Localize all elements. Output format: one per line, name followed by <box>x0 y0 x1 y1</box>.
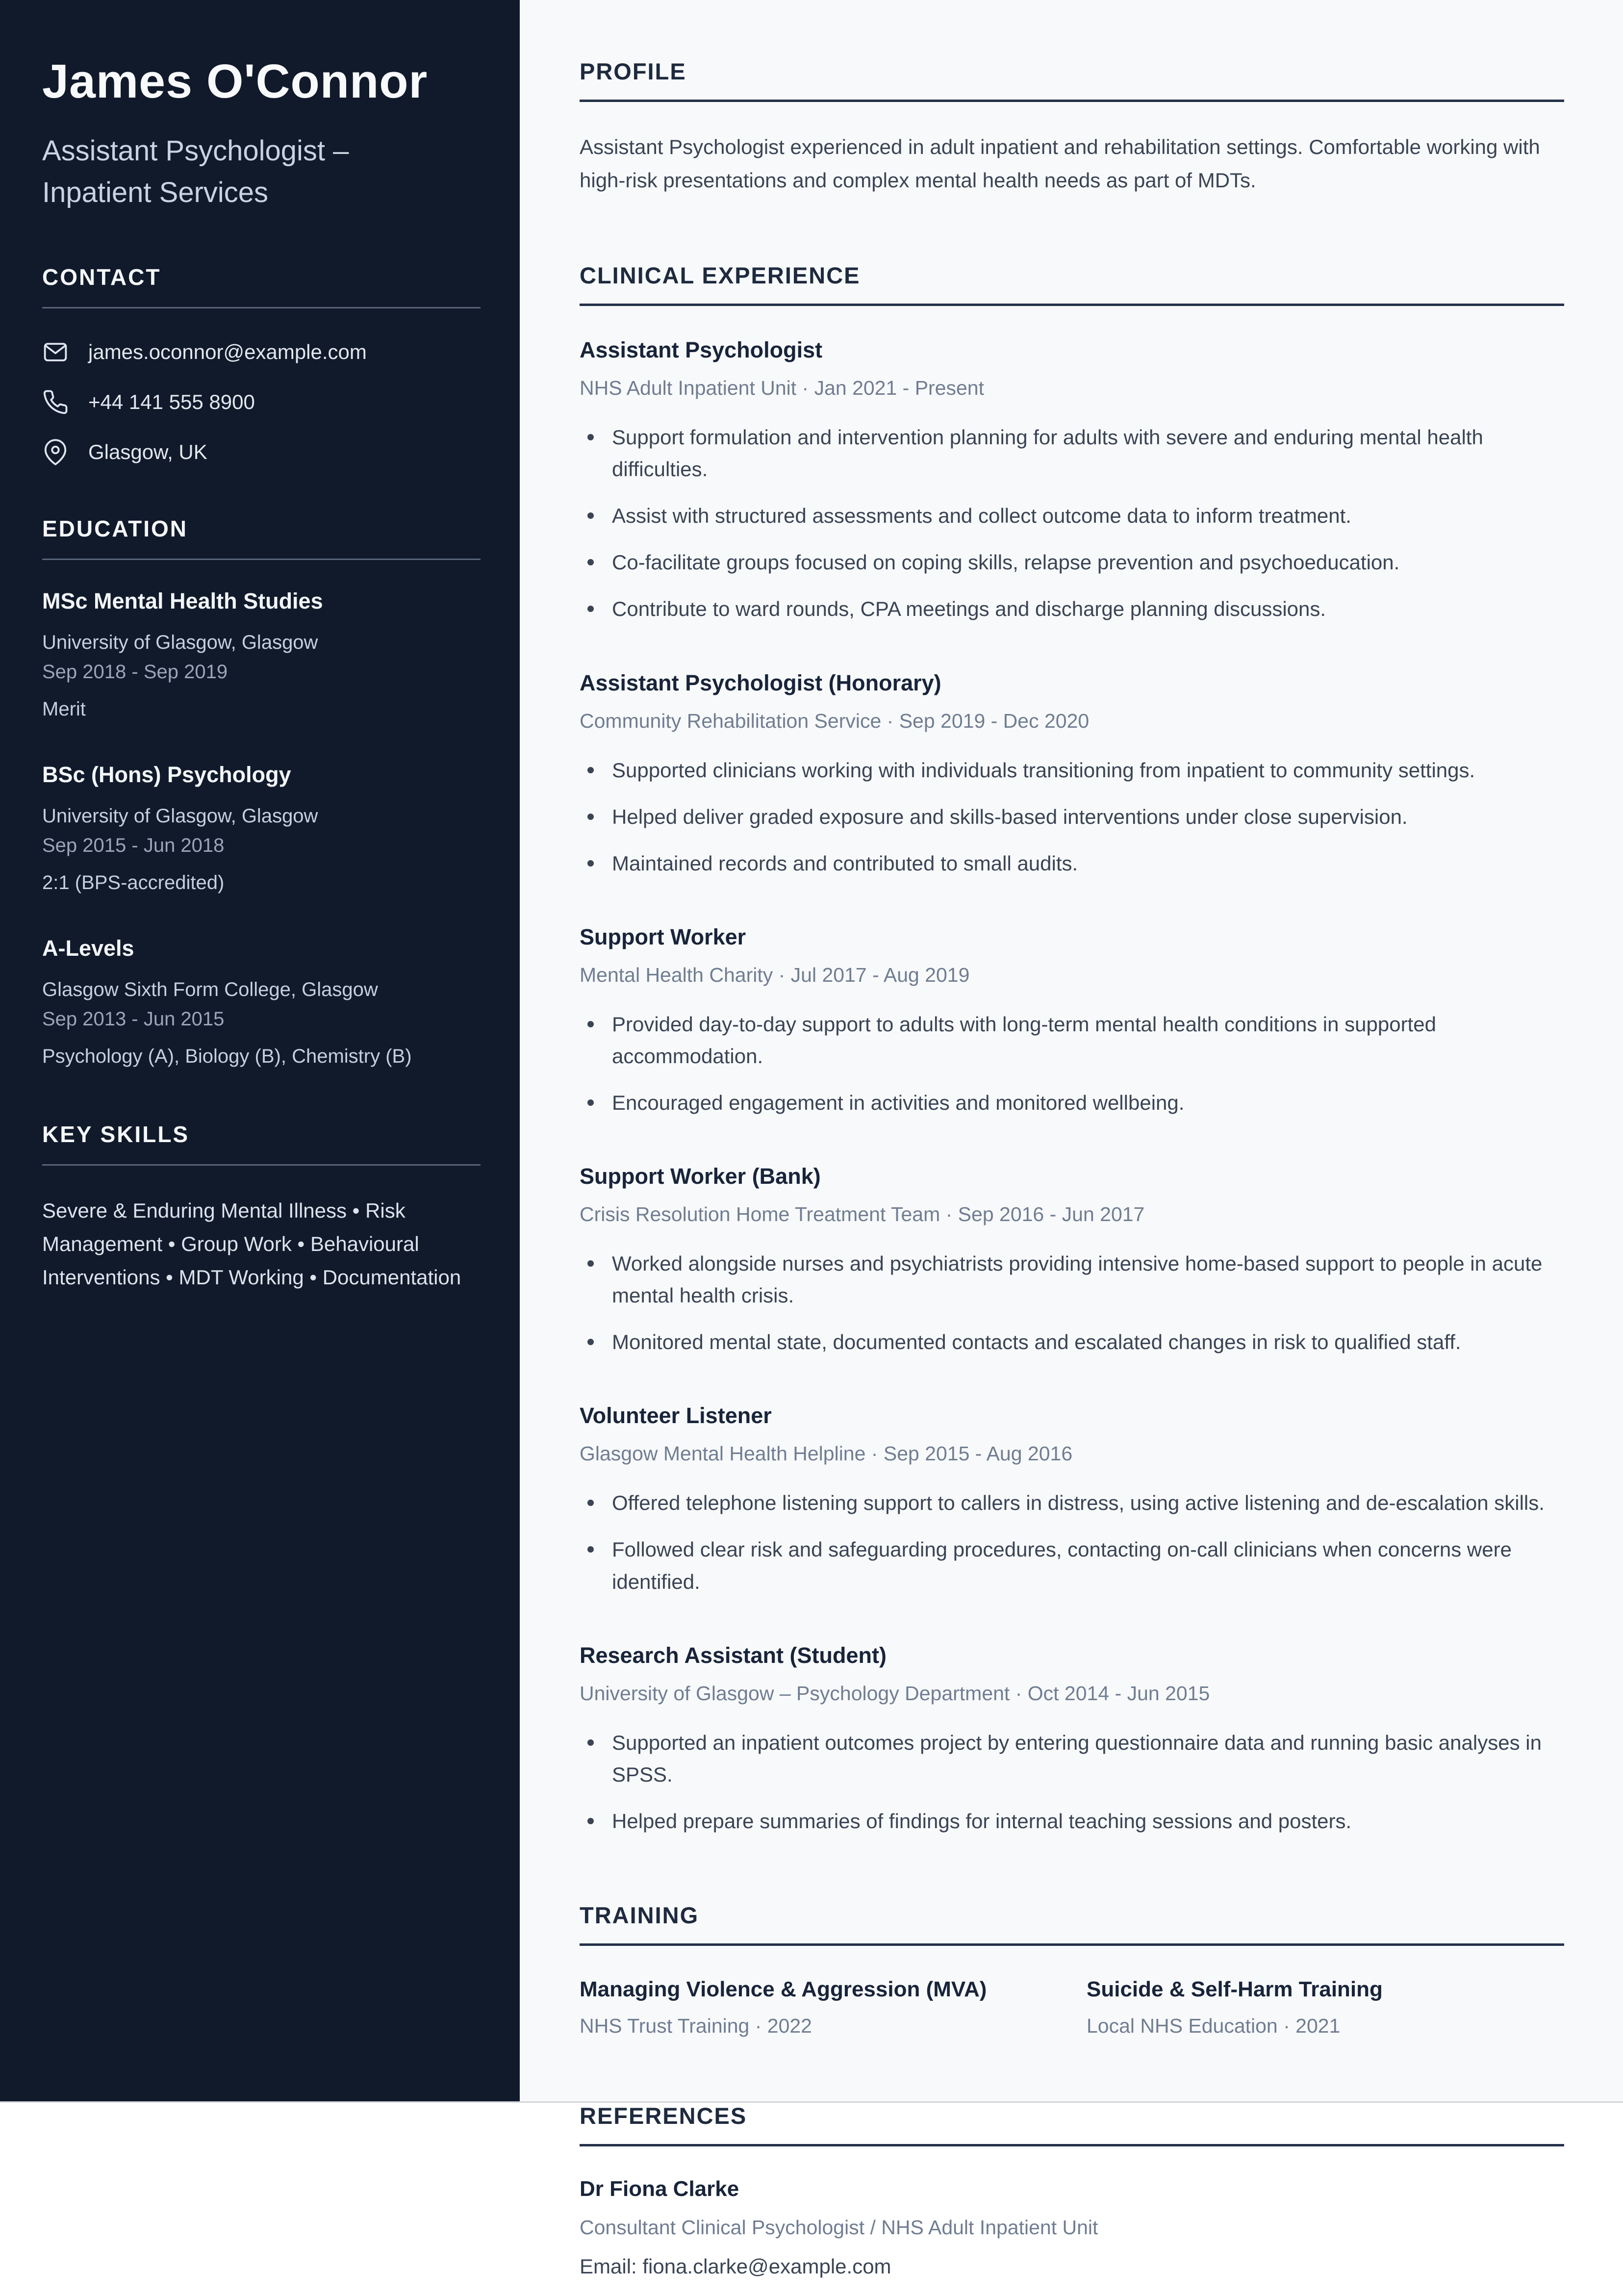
education-entry <box>42 936 481 1071</box>
key-skills-heading: KEY SKILLS <box>42 1122 190 1148</box>
job-meta: University of Glasgow – Psychology Department · Oct 2014 - Jun 2015 <box>580 1682 1210 1705</box>
job-entry <box>580 337 1564 625</box>
profile-divider <box>580 100 1564 102</box>
reference-name: Dr Fiona Clarke <box>580 2176 739 2201</box>
person-name: James O'Connor <box>42 54 428 108</box>
job-bullet: Supported an inpatient outcomes project by entering questionnaire data and running basic analyses in SPSS. <box>580 1727 1555 1790</box>
sidebar <box>0 0 520 2101</box>
job-bullet: Worked alongside nurses and psychiatrists providing intensive home-based support to people in acute mental health crisis. <box>580 1248 1555 1311</box>
job-bullet: Support formulation and intervention planning for adults with severe and enduring mental health difficulties. <box>580 421 1555 485</box>
training-meta: Local NHS Education · 2021 <box>1087 2014 1341 2037</box>
key-skills-text: Severe & Enduring Mental Illness • Risk Management • Group Work • Behavioural Interventions • MDT Working • Documentation <box>42 1199 461 1289</box>
key-skills-divider <box>42 1164 481 1166</box>
education-degree: A-Levels <box>42 936 134 961</box>
profile-text: Assistant Psychologist experienced in adult inpatient and rehabilitation settings. Comfortable working with high-risk presentations and complex mental health needs as part of MDTs. <box>580 135 1540 192</box>
education-divider <box>42 559 481 560</box>
job-title: Support Worker <box>580 924 746 949</box>
job-bullet: Co-facilitate groups focused on coping skills, relapse prevention and psychoeducation. <box>580 546 1555 578</box>
contact-heading: CONTACT <box>42 264 161 290</box>
contact-email-value: james.oconnor@example.com <box>88 340 367 364</box>
key-skills-section <box>42 1121 481 1294</box>
education-result: Psychology (A), Biology (B), Chemistry (B) <box>42 1046 412 1068</box>
job-title: Assistant Psychologist <box>580 337 823 363</box>
job-entry <box>580 1164 1564 1358</box>
main-content <box>520 0 1623 2278</box>
job-bullet-list <box>580 1727 1564 1837</box>
training-meta: NHS Trust Training · 2022 <box>580 2014 812 2037</box>
reference-entry <box>580 2177 1564 2278</box>
job-entry <box>580 670 1564 879</box>
contact-phone-value: +44 141 555 8900 <box>88 390 255 414</box>
training-heading: TRAINING <box>580 1902 699 1928</box>
education-institution: University of Glasgow, Glasgow <box>42 805 318 827</box>
contact-divider <box>42 307 481 308</box>
clinical-experience-divider <box>580 304 1564 306</box>
training-divider <box>580 1943 1564 1946</box>
training-item <box>1087 1977 1564 2038</box>
training-title: Suicide & Self-Harm Training <box>1087 1977 1383 2001</box>
education-list <box>42 588 481 1071</box>
location-pin-icon <box>42 439 69 465</box>
job-entry <box>580 1403 1564 1597</box>
education-dates: Sep 2015 - Jun 2018 <box>42 835 225 857</box>
education-degree: BSc (Hons) Psychology <box>42 762 291 788</box>
job-bullet: Monitored mental state, documented contacts and escalated changes in risk to qualified staff. <box>580 1326 1555 1358</box>
reference-role: Consultant Clinical Psychologist / NHS Adult Inpatient Unit <box>580 2216 1098 2239</box>
job-bullet-list <box>580 421 1564 625</box>
job-bullet: Helped prepare summaries of findings for internal teaching sessions and posters. <box>580 1805 1555 1837</box>
education-section <box>42 515 481 1071</box>
job-bullet: Contribute to ward rounds, CPA meetings and discharge planning discussions. <box>580 593 1555 625</box>
job-bullet: Offered telephone listening support to callers in distress, using active listening and de-escalation skills. <box>580 1487 1555 1519</box>
references-section <box>580 2102 1564 2278</box>
job-bullet-list <box>580 1008 1564 1119</box>
job-title: Research Assistant (Student) <box>580 1642 887 1668</box>
education-entry <box>42 762 481 897</box>
reference-email: Email: fiona.clarke@example.com <box>580 2254 891 2278</box>
training-item <box>580 1977 1057 2038</box>
training-section <box>580 1902 1564 2038</box>
contact-location-value: Glasgow, UK <box>88 440 207 464</box>
job-bullet: Provided day-to-day support to adults with long-term mental health conditions in supported accommodation. <box>580 1008 1555 1072</box>
job-title: Assistant Psychologist (Honorary) <box>580 670 941 695</box>
job-meta: Community Rehabilitation Service · Sep 2019 - Dec 2020 <box>580 709 1090 732</box>
job-title: Support Worker (Bank) <box>580 1164 821 1189</box>
education-institution: University of Glasgow, Glasgow <box>42 632 318 654</box>
education-dates: Sep 2013 - Jun 2015 <box>42 1008 225 1030</box>
job-entry <box>580 1643 1564 1837</box>
contact-row-email <box>42 339 481 365</box>
references-divider <box>580 2144 1564 2146</box>
job-bullet-list <box>580 754 1564 879</box>
job-bullet: Supported clinicians working with individuals transitioning from inpatient to community settings. <box>580 754 1555 786</box>
education-entry <box>42 588 481 724</box>
references-heading: REFERENCES <box>580 2102 747 2129</box>
job-bullet-list <box>580 1248 1564 1358</box>
contact-row-phone <box>42 389 481 415</box>
job-meta: NHS Adult Inpatient Unit · Jan 2021 - Present <box>580 377 985 400</box>
clinical-experience-heading: CLINICAL EXPERIENCE <box>580 262 861 289</box>
job-meta: Glasgow Mental Health Helpline · Sep 2015 - Aug 2016 <box>580 1442 1073 1465</box>
clinical-experience-section <box>580 262 1564 1837</box>
phone-icon <box>42 389 69 415</box>
education-result: 2:1 (BPS-accredited) <box>42 872 225 894</box>
profile-heading: PROFILE <box>580 58 686 84</box>
job-meta: Crisis Resolution Home Treatment Team · Sep 2016 - Jun 2017 <box>580 1203 1145 1226</box>
mail-icon <box>42 339 69 365</box>
job-bullet: Helped deliver graded exposure and skills-based interventions under close supervision. <box>580 801 1555 833</box>
person-job-title: Assistant Psychologist – Inpatient Services <box>42 134 349 209</box>
job-title: Volunteer Listener <box>580 1403 772 1429</box>
education-dates: Sep 2018 - Sep 2019 <box>42 661 228 683</box>
job-bullet: Encouraged engagement in activities and monitored wellbeing. <box>580 1087 1555 1119</box>
job-meta: Mental Health Charity · Jul 2017 - Aug 2019 <box>580 963 970 986</box>
education-degree: MSc Mental Health Studies <box>42 588 323 614</box>
training-title: Managing Violence & Aggression (MVA) <box>580 1977 987 2001</box>
education-institution: Glasgow Sixth Form College, Glasgow <box>42 979 378 1001</box>
job-bullet-list <box>580 1487 1564 1597</box>
education-heading: EDUCATION <box>42 516 188 542</box>
job-entry <box>580 924 1564 1119</box>
education-result: Merit <box>42 698 86 720</box>
profile-section <box>580 58 1564 197</box>
job-bullet: Followed clear risk and safeguarding procedures, contacting on-call clinicians when concerns were identified. <box>580 1533 1555 1597</box>
contact-list <box>42 339 481 465</box>
job-bullet: Maintained records and contributed to small audits. <box>580 847 1555 879</box>
contact-row-location <box>42 439 481 465</box>
contact-section <box>42 264 481 465</box>
job-bullet: Assist with structured assessments and collect outcome data to inform treatment. <box>580 500 1555 532</box>
training-grid <box>580 1977 1564 2038</box>
